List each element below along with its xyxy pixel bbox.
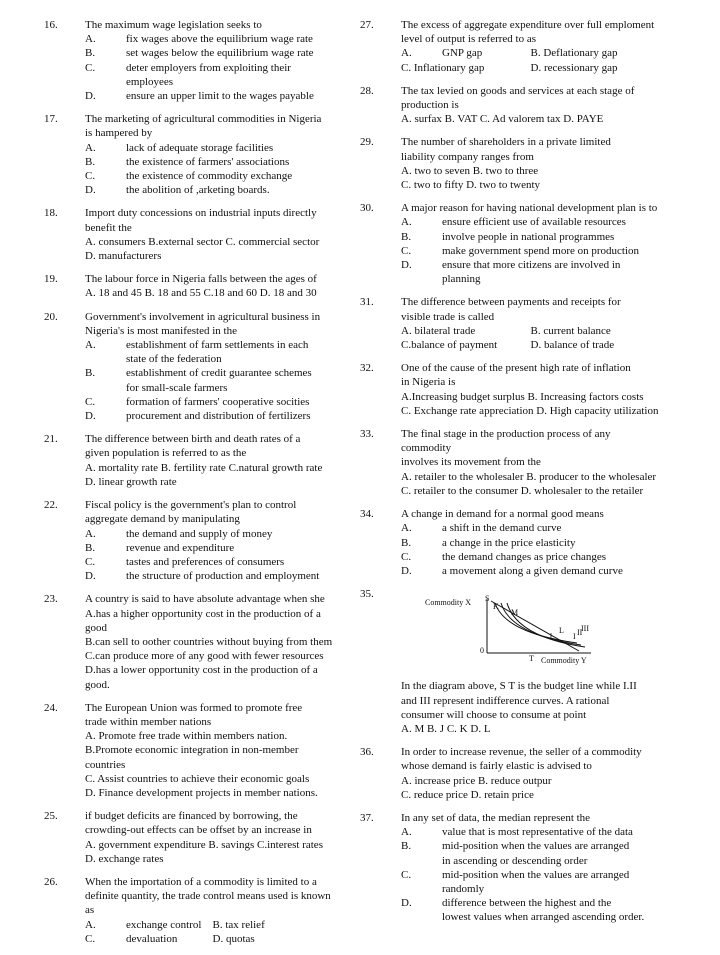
stem-line: level of output is referred to as [401, 33, 537, 46]
question-number: 21. [44, 433, 58, 446]
answer-option [401, 338, 531, 352]
stem-line: One of the cause of the present high rate of inflation [401, 362, 631, 375]
option-text: the abolition of ,arketing boards. [126, 184, 270, 197]
question-stem [401, 811, 660, 825]
answer-option [401, 896, 660, 924]
question [44, 432, 340, 489]
question [44, 701, 340, 800]
option-letter: C. [85, 932, 96, 945]
question-number: 25. [44, 810, 58, 823]
answer-option [85, 46, 340, 60]
question-stem [401, 201, 660, 215]
question [44, 206, 340, 263]
stem-line: Government's involvement in agricultural business in [85, 310, 321, 323]
option-text: difference between the highest and the [442, 897, 612, 910]
option-letter: A. [401, 216, 412, 229]
answer-option [85, 141, 340, 155]
option-text: set wages below the equilibrium wage rate [126, 47, 314, 60]
option-text: exchange control [126, 918, 202, 931]
answer-option [531, 61, 661, 75]
option-letter: A. [401, 47, 412, 60]
stem-line: production is [401, 99, 459, 112]
stem-line: A. government expenditure B. savings C.interest rates [85, 838, 323, 851]
answer-option [85, 569, 340, 583]
answer-option [401, 868, 660, 896]
answer-option [401, 839, 660, 867]
answer-options-grid [401, 46, 660, 74]
stem-line: C. Assist countries to achieve their economic goals [85, 772, 310, 785]
question [360, 84, 660, 127]
question-number: 19. [44, 273, 58, 286]
option-text: fix wages above the equilibrium wage rate [126, 33, 313, 46]
option-letter: C. [401, 550, 412, 563]
answer-option [85, 555, 340, 569]
option-text: C. Inflationary gap [401, 61, 485, 74]
option-letter: C. [85, 61, 96, 74]
stem-line: A. consumers B.external sector C. commercial sector [85, 235, 320, 248]
right-column [360, 18, 660, 934]
answer-option [401, 521, 660, 535]
question-number: 26. [44, 875, 58, 888]
stem-line: In order to increase revenue, the seller of a commodity [401, 746, 642, 759]
option-letter: B. [85, 155, 96, 168]
option-text: ensure that more citizens are involved in planning [442, 259, 621, 286]
question-number: 30. [360, 202, 374, 215]
option-text: randomly [442, 882, 485, 895]
answer-option [401, 324, 531, 338]
budget-top-label: S [485, 594, 490, 604]
option-letter: D. [85, 570, 96, 583]
question-number: 37. [360, 811, 374, 824]
budget-bottom-label: T [529, 654, 534, 664]
option-text: ensure efficient use of available resources [442, 216, 626, 229]
stem-line: liability company ranges from [401, 150, 534, 163]
option-text: tastes and preferences of consumers [126, 555, 285, 568]
stem-line: C. Exchange rate appreciation D. High capacity utilization [401, 404, 659, 417]
question-number: 31. [360, 296, 374, 309]
stem-line: The marketing of agricultural commodities in Nigeria [85, 113, 322, 126]
stem-line: A. increase price B. reduce outpur [401, 774, 552, 787]
option-text: lowest values when arranged ascending order. [442, 911, 645, 924]
option-text: the demand changes as price changes [442, 550, 607, 563]
question-stem [401, 295, 660, 323]
answer-option [531, 46, 661, 60]
question [44, 592, 340, 691]
question-stem [401, 679, 660, 736]
answer-options-grid [401, 324, 660, 352]
question [360, 135, 660, 192]
question-number: 29. [360, 136, 374, 149]
origin-label: 0 [480, 646, 484, 656]
option-letter: A. [85, 918, 96, 931]
stem-line: The excess of aggregate expenditure over full emploment [401, 19, 655, 31]
answer-option [401, 258, 660, 286]
stem-line: A. Promote free trade within members nation. [85, 730, 288, 743]
stem-line: A.has a higher opportunity cost in the production of a good [85, 607, 321, 634]
option-letter: D. [401, 897, 412, 910]
stem-line: A. mortality rate B. fertility rate C.natural growth rate [85, 461, 323, 474]
indifference-diagram [401, 589, 601, 669]
option-letter: B. [401, 230, 412, 243]
answer-option [85, 918, 213, 932]
answer-option [401, 536, 660, 550]
stem-line: A. two to seven B. two to three [401, 164, 539, 177]
question-number: 34. [360, 508, 374, 521]
stem-line: A. surfax B. VAT C. Ad valorem tax D. PAYE [401, 113, 604, 126]
stem-line: if budget deficits are financed by borrowing, the [85, 810, 298, 823]
stem-line: is hampered by [85, 127, 153, 140]
option-text: D. recessionary gap [530, 61, 618, 74]
answer-options-grid [85, 918, 340, 946]
stem-line: D. Finance development projects in member nations. [85, 786, 318, 799]
option-text: devaluation [126, 932, 178, 945]
option-text: a shift in the demand curve [442, 522, 562, 535]
option-text: deter employers from exploiting their employees [126, 61, 291, 88]
stem-line: The number of shareholders in a private limited [401, 136, 611, 149]
answer-option [85, 541, 340, 555]
question-number: 35. [360, 588, 374, 601]
option-letter: D. [85, 410, 96, 423]
option-text: B. current balance [530, 324, 611, 337]
option-letter: B. [401, 840, 412, 853]
answer-option [85, 527, 340, 541]
stem-line: The difference between payments and receipts for [401, 296, 621, 309]
option-text: the demand and supply of money [126, 527, 273, 540]
stem-line: C. reduce price D. retain price [401, 788, 534, 801]
answer-option [401, 61, 531, 75]
stem-line: C. retailer to the consumer D. wholesaler to the retailer [401, 484, 644, 497]
question-number: 20. [44, 310, 58, 323]
question [360, 361, 660, 418]
stem-line: consumer will choose to consume at point [401, 708, 587, 721]
question-stem [401, 507, 660, 521]
stem-line: definite quantity, the trade control means used is known as [85, 890, 331, 917]
question-stem [401, 361, 660, 418]
answer-option [85, 169, 340, 183]
stem-line: A. 18 and 45 B. 18 and 55 C.18 and 60 D. 18 and 30 [85, 287, 317, 300]
option-letter: A. [85, 141, 96, 154]
question-stem [401, 135, 660, 192]
option-letter: A. [85, 33, 96, 46]
option-letter: A. [401, 522, 412, 535]
question-number: 18. [44, 207, 58, 220]
question [360, 745, 660, 802]
stem-line: trade within member nations [85, 715, 212, 728]
option-text: formation of farmers' cooperative socities [126, 395, 310, 408]
question-stem [85, 272, 340, 300]
answer-option [85, 395, 340, 409]
question-number: 28. [360, 84, 374, 97]
stem-line: involves its movement from the [401, 456, 541, 469]
stem-line: The final stage in the production process of any commodity [401, 428, 611, 455]
stem-line: C.can produce more of any good with fewer resources [85, 650, 324, 663]
stem-line: benefit the [85, 221, 132, 234]
question [360, 587, 660, 736]
stem-line: A. retailer to the wholesaler B. producer to the wholesaler [401, 470, 657, 483]
question-stem [401, 84, 660, 127]
answer-option [85, 183, 340, 197]
point-label-k: K [493, 602, 499, 612]
option-text: D. balance of trade [530, 339, 615, 352]
option-text: mid-position when the values are arranged [442, 868, 630, 881]
option-letter: C. [401, 868, 412, 881]
stem-line: visible trade is called [401, 310, 495, 323]
question-stem [85, 18, 340, 32]
answer-option [401, 215, 660, 229]
option-text: the structure of production and employment [126, 570, 320, 583]
option-text: revenue and expenditure [126, 541, 235, 554]
question [360, 295, 660, 352]
answer-option [85, 155, 340, 169]
stem-line: D. manufacturers [85, 250, 162, 263]
option-text: in ascending or descending order [442, 854, 588, 867]
stem-line: given population is referred to as the [85, 447, 247, 460]
stem-line: A country is said to have absolute advantage when she [85, 593, 325, 606]
question [360, 201, 660, 286]
y-axis-label: Commodity X [425, 598, 472, 608]
question-number: 16. [44, 19, 58, 31]
stem-line: The tax levied on goods and services at each stage of [401, 84, 635, 97]
stem-line: In the diagram above, S T is the budget line while I.II [401, 680, 637, 693]
stem-line: Fiscal policy is the government's plan to control [85, 499, 297, 512]
stem-line: C. two to fifty D. two to twenty [401, 179, 541, 192]
option-text: value that is most representative of the data [442, 826, 633, 839]
stem-line: aggregate demand by manipulating [85, 513, 240, 526]
option-text: involve people in national programmes [442, 230, 615, 243]
question [44, 498, 340, 583]
question-number: 33. [360, 428, 374, 441]
option-letter: A. [401, 826, 412, 839]
option-letter: D. [401, 259, 412, 272]
option-text: ensure an upper limit to the wages payable [126, 90, 314, 103]
question [44, 18, 340, 103]
question-stem [85, 112, 340, 140]
option-letter: B. [85, 541, 96, 554]
answer-option [531, 324, 661, 338]
answer-option [401, 230, 660, 244]
stem-line: D.has a lower opportunity cost in the production of a good. [85, 664, 318, 691]
point-label-j: J [549, 632, 553, 642]
answer-option [85, 89, 340, 103]
answer-option [213, 932, 341, 946]
stem-line: Import duty concessions on industrial inputs directly [85, 207, 317, 220]
stem-line: crowding-out effects can be offset by an increase in [85, 824, 312, 837]
option-text: procurement and distribution of fertilizers [126, 410, 311, 423]
option-letter: C. [85, 170, 96, 183]
answer-option [85, 338, 340, 366]
question [360, 427, 660, 498]
stem-line: The maximum wage legislation seeks to [85, 19, 262, 31]
stem-line: B.Promote economic integration in non-member countries [85, 744, 299, 771]
question-stem [85, 206, 340, 263]
question [44, 272, 340, 300]
question [360, 811, 660, 925]
stem-line: The labour force in Nigeria falls between the ages of [85, 273, 317, 286]
option-letter: A. [85, 339, 96, 352]
answer-option [401, 564, 660, 578]
question-stem [85, 875, 340, 918]
answer-option [401, 46, 531, 60]
answer-option [85, 932, 213, 946]
option-letter: D. [85, 90, 96, 103]
option-text: make government spend more on production [442, 244, 640, 257]
curve-label-2: II [577, 628, 583, 638]
option-text: mid-position when the values are arranged [442, 840, 630, 853]
stem-line: Nigeria's is most manifested in the [85, 324, 237, 337]
question-number: 27. [360, 19, 374, 31]
stem-line: In any set of data, the median represent the [401, 811, 591, 824]
question [44, 310, 340, 424]
option-letter: B. [85, 47, 96, 60]
x-axis-label: Commodity Y [541, 656, 587, 666]
question-stem [401, 427, 660, 498]
answer-option [531, 338, 661, 352]
option-letter: C. [401, 244, 412, 257]
stem-line: A.Increasing budget surplus B. Increasing factors costs [401, 390, 644, 403]
option-text: state of the federation [126, 353, 222, 366]
answer-option [401, 825, 660, 839]
option-text: a movement along a given demand curve [442, 564, 623, 577]
answer-option [85, 32, 340, 46]
question-stem [85, 592, 340, 691]
option-text: A. bilateral trade [401, 324, 476, 337]
question-stem [85, 432, 340, 489]
stem-line: A change in demand for a normal good means [401, 508, 604, 521]
question-stem [85, 498, 340, 526]
option-text: establishment of credit guarantee schemes [126, 367, 312, 380]
stem-line: whose demand is fairly elastic is advised to [401, 760, 592, 773]
question-stem [85, 701, 340, 800]
stem-line: When the importation of a commodity is limited to a [85, 875, 317, 888]
left-column [44, 18, 340, 955]
answer-option [401, 244, 660, 258]
option-text: lack of adequate storage facilities [126, 141, 274, 154]
stem-line: A. M B. J C. K D. L [401, 722, 491, 735]
point-label-l: L [559, 626, 564, 636]
option-text: the existence of farmers' associations [126, 155, 290, 168]
stem-line: D. exchange rates [85, 852, 164, 865]
option-text: C.balance of payment [401, 339, 498, 352]
option-letter: D. [85, 184, 96, 197]
question [44, 112, 340, 197]
question-number: 36. [360, 746, 374, 759]
question-number: 32. [360, 362, 374, 375]
stem-line: D. linear growth rate [85, 475, 177, 488]
question-number: 24. [44, 701, 58, 714]
answer-option [401, 550, 660, 564]
stem-line: A major reason for having national development plan is to [401, 202, 658, 215]
option-letter: D. [401, 564, 412, 577]
question [44, 809, 340, 866]
question-stem [85, 809, 340, 866]
option-text: the existence of commodity exchange [126, 170, 293, 183]
question-stem [85, 310, 340, 338]
option-text: for small-scale farmers [126, 381, 228, 394]
question-stem [401, 745, 660, 802]
stem-line: and III represent indifference curves. A rational [401, 694, 610, 707]
curve-label-1: I [573, 632, 576, 642]
option-letter: B. [85, 367, 96, 380]
option-text: B. Deflationary gap [530, 47, 618, 60]
question [360, 18, 660, 75]
option-text: GNP gap [442, 47, 483, 60]
question-number: 22. [44, 499, 58, 512]
question-number: 23. [44, 593, 58, 606]
stem-line: The difference between birth and death rates of a [85, 433, 301, 446]
option-letter: B. [401, 536, 412, 549]
option-letter: C. [85, 555, 96, 568]
point-label-m: M [511, 608, 519, 618]
question [360, 507, 660, 578]
question-number: 17. [44, 113, 58, 126]
question [44, 875, 340, 946]
question-stem [401, 18, 660, 46]
answer-option [85, 366, 340, 394]
option-letter: C. [85, 395, 96, 408]
answer-option [85, 409, 340, 423]
curve-label-3: III [581, 624, 589, 634]
answer-option [213, 918, 341, 932]
indifference-curve-i [495, 603, 577, 643]
option-text: D. quotas [212, 932, 255, 945]
option-text: establishment of farm settlements in each [126, 339, 309, 352]
stem-line: in Nigeria is [401, 376, 456, 389]
option-letter: A. [85, 527, 96, 540]
stem-line: The European Union was formed to promote free [85, 701, 303, 714]
stem-line: B.can sell to oother countries without buying from them [85, 635, 333, 648]
option-text: B. tax relief [212, 918, 265, 931]
answer-option [85, 61, 340, 89]
option-text: a change in the price elasticity [442, 536, 576, 549]
